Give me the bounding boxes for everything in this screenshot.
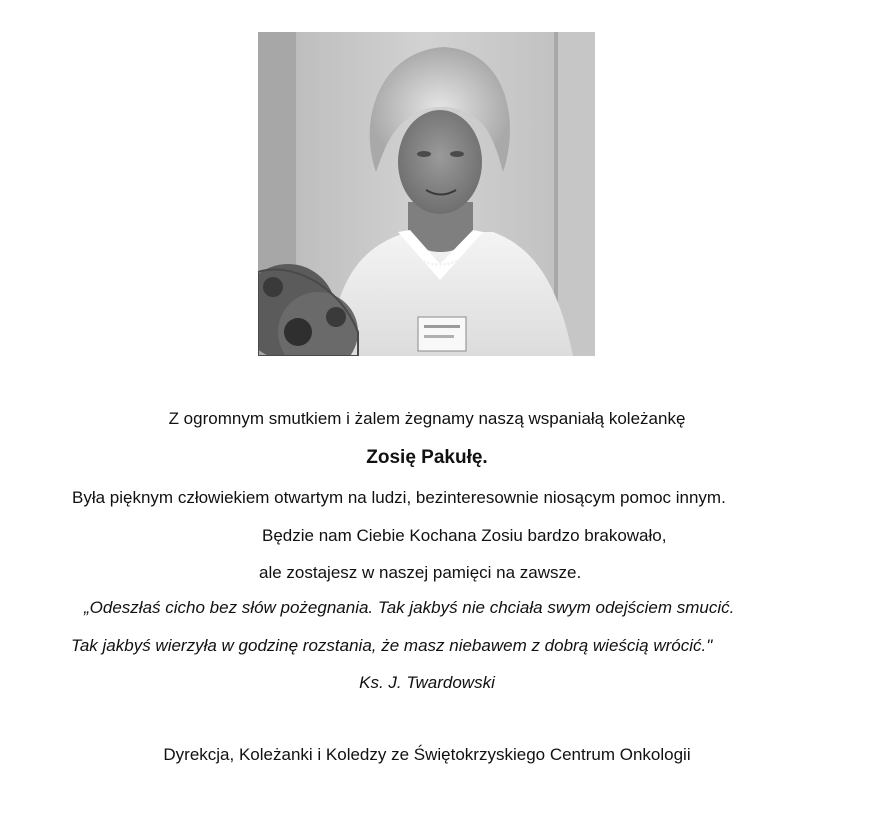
deceased-name: Zosię Pakułę. — [366, 447, 488, 468]
signature-text: Dyrekcja, Koleżanki i Koledzy ze Świętokrzyskiego Centrum Onkologii — [163, 745, 691, 764]
quote-author: Ks. J. Twardowski — [359, 673, 495, 692]
quote-line-1: „Odeszłaś cicho bez słów pożegnania. Tak jakbyś nie chciała swym odejściem smucić. — [84, 598, 735, 617]
portrait-photo — [258, 32, 595, 356]
tribute-line-3: ale zostajesz w naszej pamięci na zawsze. — [259, 563, 582, 582]
intro-text: Z ogromnym smutkiem i żalem żegnamy naszą wspaniałą koleżankę — [168, 409, 686, 428]
quote-line-2: Tak jakbyś wierzyła w godzinę rozstania, że masz niebawem z dobrą wieścią wrócić." — [71, 636, 713, 655]
tribute-line-1: Była pięknym człowiekiem otwartym na ludzi, bezinteresownie niosącym pomoc innym. — [72, 488, 726, 507]
portrait-photo-icon — [258, 32, 595, 356]
tribute-line-2: Będzie nam Ciebie Kochana Zosiu bardzo brakowało, — [262, 526, 667, 545]
